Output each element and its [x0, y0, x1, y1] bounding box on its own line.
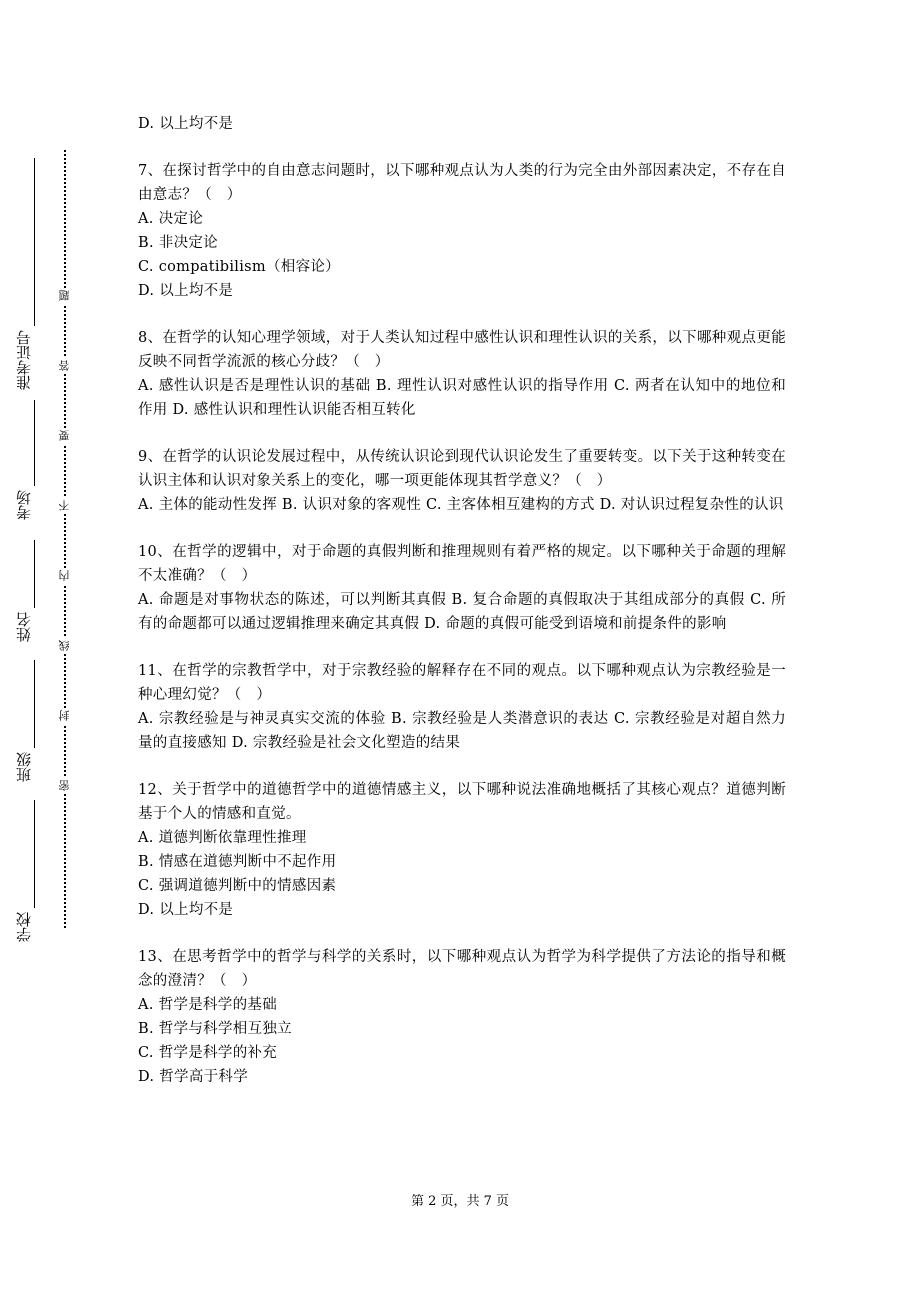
option-c: C. 强调道德判断中的情感因素	[138, 878, 337, 894]
question-9	[138, 445, 786, 517]
question-text: 11、在哲学的宗教哲学中，对于宗教经验的解释存在不同的观点。以下哪种观点认为宗教经验是一种心理幻觉？（ ）	[138, 663, 786, 703]
question-8	[138, 326, 786, 422]
option-d: D. 哲学高于科学	[138, 1069, 249, 1085]
binding-blank-class	[34, 660, 35, 748]
question-text: 7、在探讨哲学中的自由意志问题时，以下哪种观点认为人类的行为完全由外部因素决定，不存在自由意志？（ ）	[138, 163, 786, 203]
inline-options: A. 感性认识是否是理性认识的基础 B. 理性认识对感性认识的指导作用 C. 两者在认知中的地位和作用 D. 感性认识和理性认识能否相互转化	[138, 378, 786, 418]
seal-char: 题	[58, 288, 72, 304]
binding-blank-exam-number	[34, 158, 35, 326]
seal-dotted-line	[64, 150, 66, 928]
option-c: C. 哲学是科学的补充	[138, 1045, 278, 1061]
question-10	[138, 540, 786, 636]
previous-question-option: D. 以上均不是	[138, 116, 234, 132]
page-number-footer: 第 2 页，共 7 页	[410, 1194, 510, 1209]
seal-char: 密	[58, 778, 72, 794]
option-b: B. 情感在道德判断中不起作用	[138, 854, 337, 870]
binding-field-school: 学校	[15, 912, 33, 942]
option-d: D. 以上均不是	[138, 283, 234, 299]
option-d: D. 以上均不是	[138, 902, 234, 918]
inline-options: A. 宗教经验是与神灵真实交流的体验 B. 宗教经验是人类潜意识的表达 C. 宗教经验是对超自然力量的直接感知 D. 宗教经验是社会文化塑造的结果	[138, 711, 786, 751]
question-text: 9、在哲学的认识论发展过程中，从传统认识论到现代认识论发生了重要转变。以下关于这种转变在认识主体和认识对象关系上的变化，哪一项更能体现其哲学意义？（ ）	[138, 449, 786, 489]
binding-margin	[0, 0, 100, 1302]
binding-blank-name	[34, 540, 35, 608]
question-7	[138, 159, 786, 303]
seal-char: 要	[58, 428, 72, 444]
binding-field-exam-room: 考场	[15, 490, 33, 520]
question-text: 12、关于哲学中的道德哲学中的道德情感主义，以下哪种说法准确地概括了其核心观点？道德判断基于个人的情感和直觉。	[138, 782, 786, 822]
binding-field-class: 班级	[15, 752, 33, 782]
seal-char: 不	[58, 498, 72, 514]
seal-char: 答	[58, 358, 72, 374]
binding-blank-exam-room	[34, 400, 35, 486]
option-a: A. 决定论	[138, 211, 203, 227]
binding-blank-school	[34, 800, 35, 908]
question-11	[138, 659, 786, 755]
seal-char: 内	[58, 568, 72, 584]
option-a: A. 哲学是科学的基础	[138, 997, 277, 1013]
question-text: 10、在哲学的逻辑中，对于命题的真假判断和推理规则有着严格的规定。以下哪种关于命题的理解不太准确？（ ）	[138, 544, 786, 584]
question-content	[138, 112, 786, 1089]
binding-field-exam-number: 准考证号	[15, 330, 33, 390]
question-12	[138, 778, 786, 922]
question-text: 13、在思考哲学中的哲学与科学的关系时，以下哪种观点认为哲学为科学提供了方法论的指导和概念的澄清？（ ）	[138, 949, 786, 989]
question-13	[138, 945, 786, 1089]
option-c: C. compatibilism（相容论）	[138, 259, 340, 275]
option-a: A. 道德判断依靠理性推理	[138, 830, 307, 846]
inline-options: A. 命题是对事物状态的陈述，可以判断其真假 B. 复合命题的真假取决于其组成部分的真假 C. 所有的命题都可以通过逻辑推理来确定其真假 D. 命题的真假可能受到语境和前提条件的影响	[138, 592, 786, 632]
inline-options: A. 主体的能动性发挥 B. 认识对象的客观性 C. 主客体相互建构的方式 D. 对认识过程复杂性的认识	[138, 497, 784, 513]
binding-field-name: 姓名	[15, 612, 33, 642]
option-b: B. 非决定论	[138, 235, 218, 251]
seal-char: 封	[58, 708, 72, 724]
question-text: 8、在哲学的认知心理学领域，对于人类认知过程中感性认识和理性认识的关系，以下哪种观点更能反映不同哲学流派的核心分歧？（ ）	[138, 330, 786, 370]
option-b: B. 哲学与科学相互独立	[138, 1021, 292, 1037]
seal-char: 线	[58, 638, 72, 654]
